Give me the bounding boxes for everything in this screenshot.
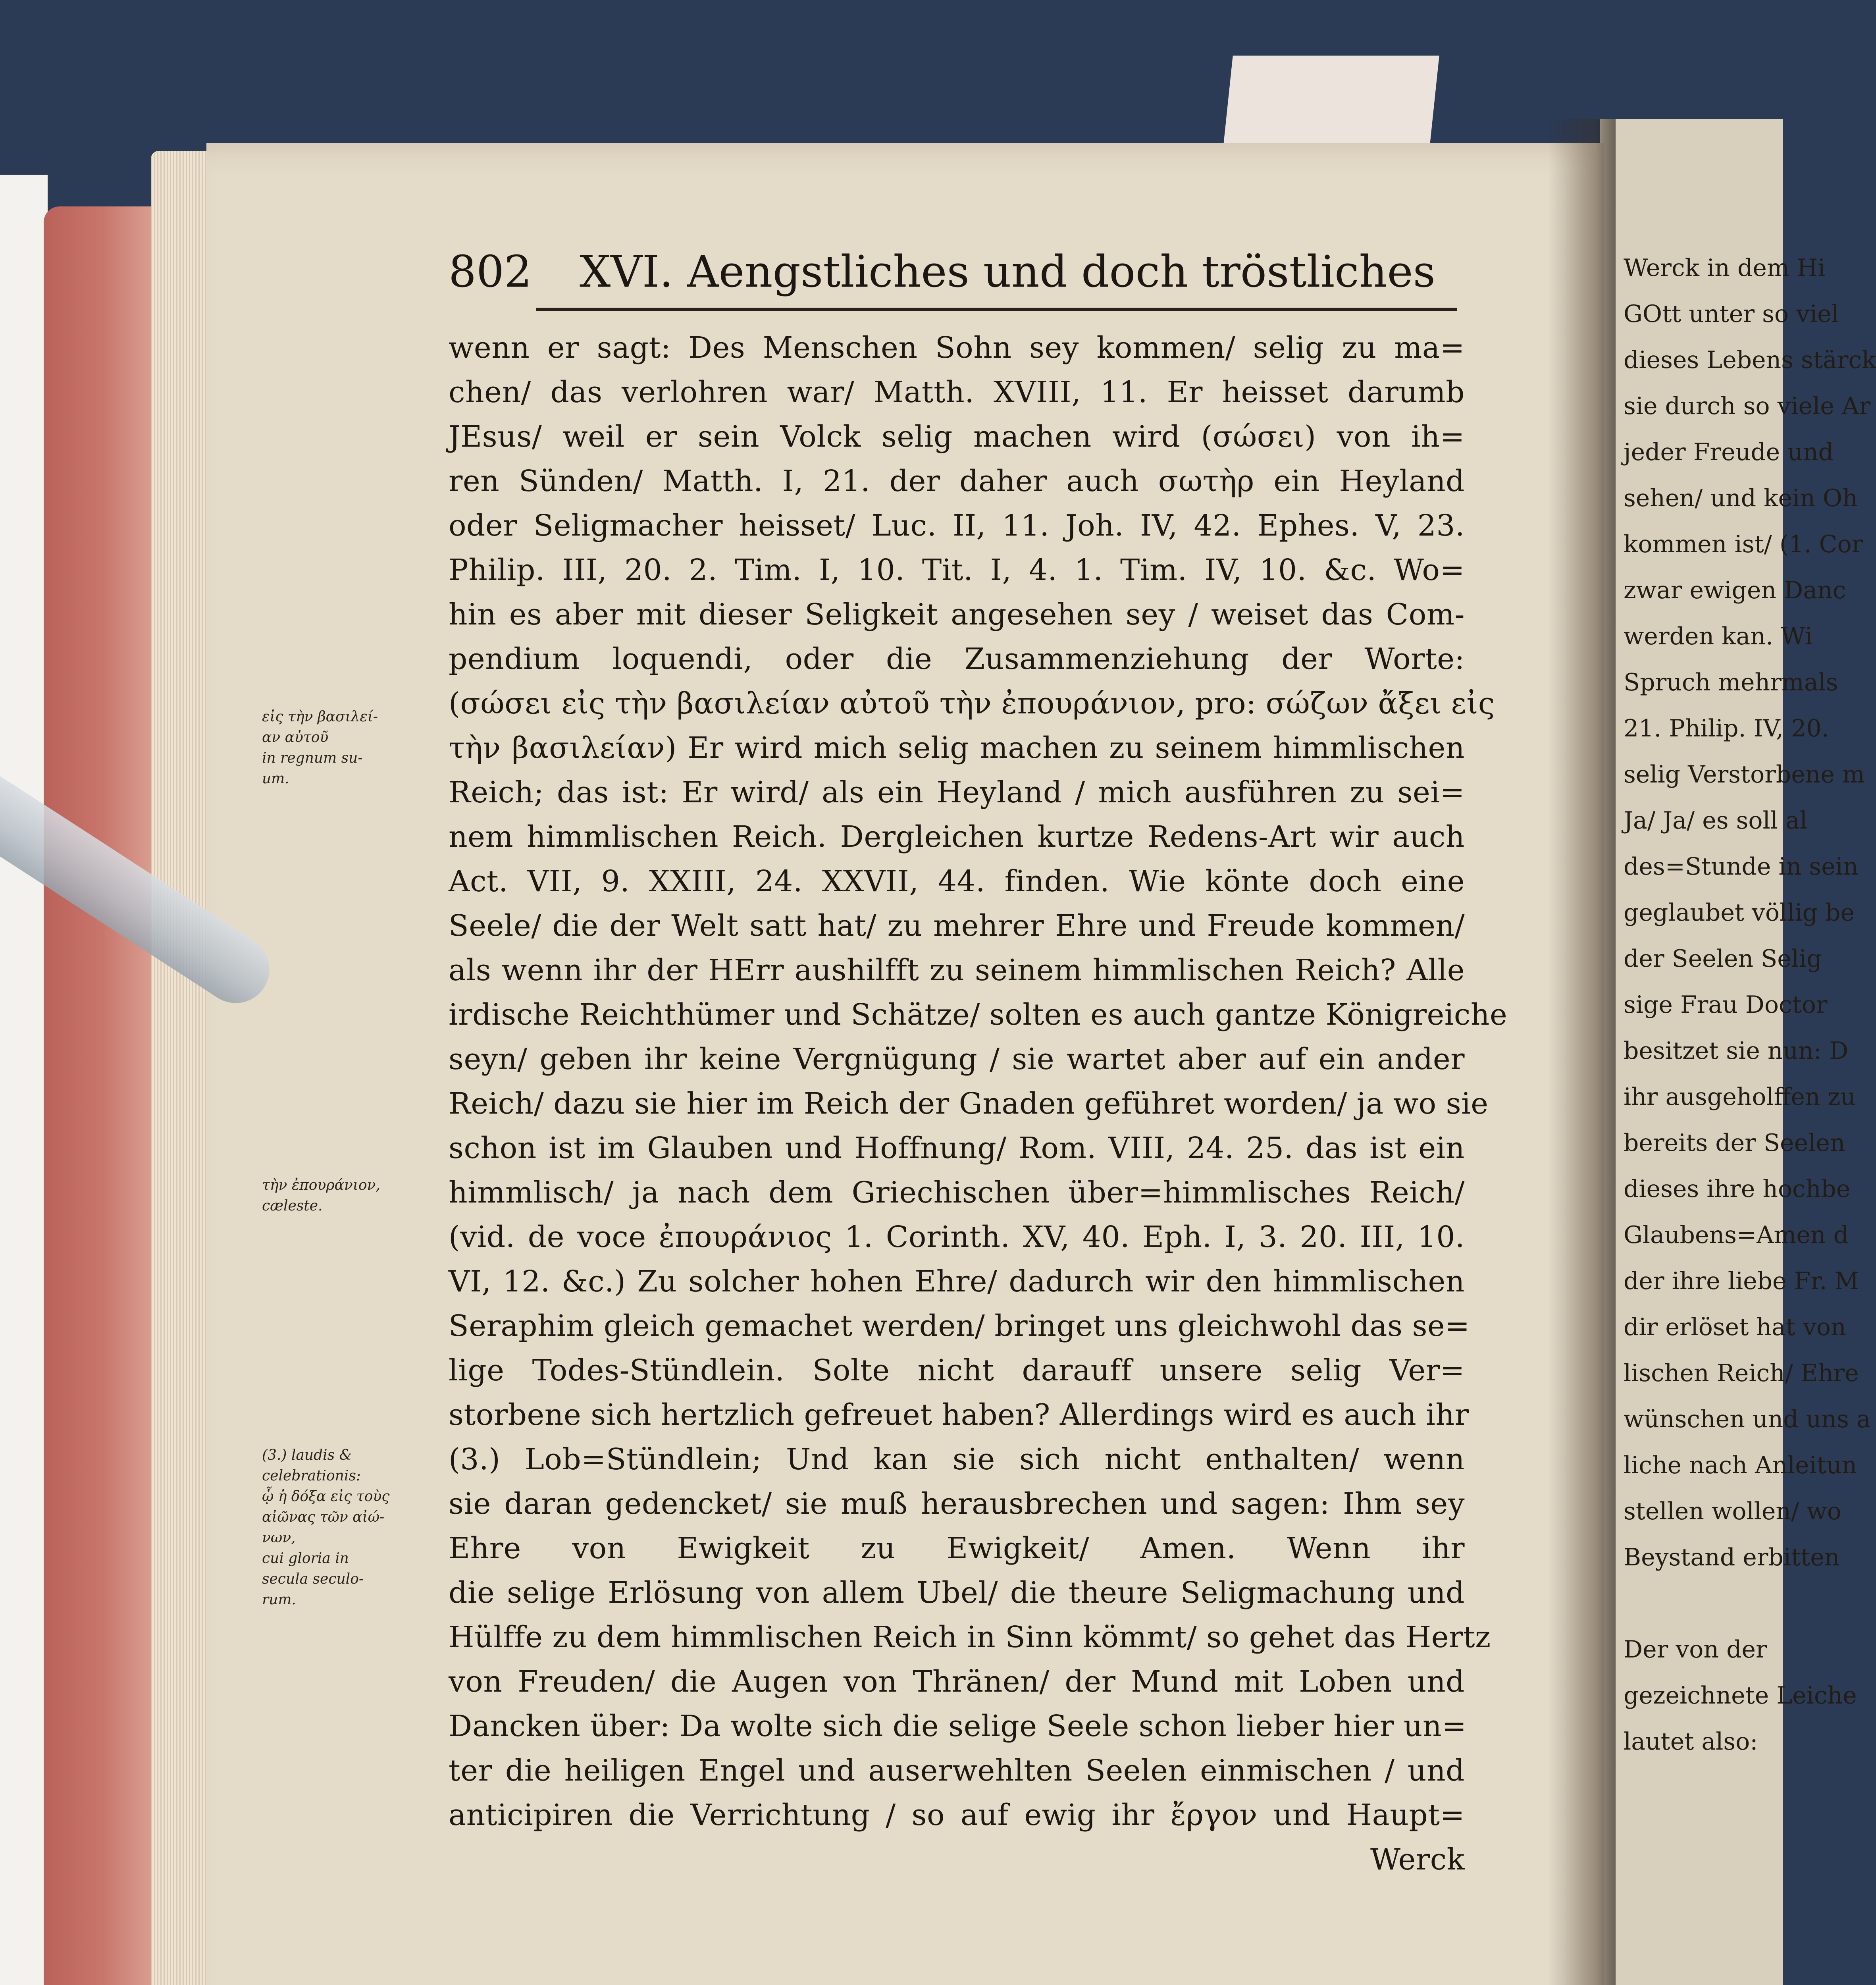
margin-note-line: in regnum su-: [262, 750, 363, 766]
running-title: XVI. Aengstliches und doch tröstliches: [579, 246, 1436, 297]
facing-page-line: werden kan. Wi: [1624, 622, 1812, 650]
body-line: Reich/ dazu sie hier im Reich der Gnaden geführet worden/ ja wo sie: [449, 1087, 1489, 1121]
facing-page-line: dieses Lebens stärck: [1624, 346, 1876, 374]
body-line: τὴν βασιλείαν) Er wird mich selig machen zu seinem himmlischen: [449, 731, 1465, 765]
running-head: [449, 246, 1449, 302]
facing-page-line: sehen/ und kein Oh: [1624, 484, 1858, 512]
body-line: (3.) Lob=Stündlein; Und kan sie sich nicht enthalten/ wenn: [449, 1442, 1465, 1476]
body-line: sie daran gedencket/ sie muß herausbrechen und sagen: Ihm sey: [449, 1487, 1465, 1521]
body-line: Act. VII, 9. XXIII, 24. XXVII, 44. finden. Wie könte doch eine: [449, 864, 1465, 898]
margin-note-caeleste: [262, 1175, 449, 1216]
body-line: als wenn ihr der HErr aushilfft zu seinem himmlischen Reich? Alle: [449, 953, 1465, 987]
page-number: 802: [449, 246, 532, 297]
margin-note-line: αἰῶνας τῶν αἰώ-: [262, 1509, 385, 1525]
margin-note-line: cæleste.: [262, 1198, 323, 1214]
margin-note-line: (3.) laudis &: [262, 1447, 352, 1463]
margin-note-line: celebrationis:: [262, 1468, 361, 1484]
facing-page-line: liche nach Anleitun: [1624, 1451, 1857, 1479]
facing-page-line: jeder Freude und: [1624, 438, 1834, 466]
margin-note-line: secula seculo-: [262, 1571, 364, 1587]
margin-note-line: εἰς τὴν βασιλεί-: [262, 709, 378, 725]
body-line: von Freuden/ die Augen von Thränen/ der Mund mit Loben und: [449, 1665, 1465, 1699]
facing-page-line: stellen wollen/ wo: [1624, 1497, 1841, 1525]
body-line: chen/ das verlohren war/ Matth. XVIII, 11. Er heisset darumb: [449, 375, 1465, 409]
facing-page-line: kommen ist/ (1. Cor: [1624, 530, 1863, 558]
body-line: ter die heiligen Engel und auserwehlten Seelen einmischen / und: [449, 1754, 1465, 1788]
margin-note-line: cui gloria in: [262, 1550, 349, 1567]
body-line: hin es aber mit dieser Seligkeit angesehen sey / weiset das Com-: [449, 597, 1465, 632]
gutter-shadow: [1548, 119, 1616, 1985]
facing-page-line: der Seelen Selig: [1624, 945, 1822, 973]
body-line: Reich; das ist: Er wird/ als ein Heyland / mich ausführen zu sei=: [449, 775, 1465, 809]
margin-note-line: um.: [262, 771, 289, 787]
facing-page-line: Der von der: [1624, 1636, 1767, 1663]
body-line: schon ist im Glauben und Hoffnung/ Rom. VIII, 24. 25. das ist ein: [449, 1131, 1465, 1165]
margin-note-laudis: [262, 1445, 449, 1610]
facing-page-line: dieses ihre hochbe: [1624, 1175, 1851, 1203]
margin-note-line: ᾧ ἡ δόξα εἰς τοὺς: [262, 1488, 390, 1505]
facing-page-line: sie durch so viele Ar: [1624, 392, 1870, 420]
margin-note-line: rum.: [262, 1592, 296, 1608]
body-line: (σώσει εἰς τὴν βασιλείαν αὐτοῦ τὴν ἐπουράνιον, pro: σώζων ἄξει εἰς: [449, 686, 1495, 721]
body-line: irdische Reichthümer und Schätze/ solten es auch gantze Königreiche: [449, 998, 1508, 1032]
facing-page-line: Beystand erbitten: [1624, 1544, 1840, 1571]
body-line: Seele/ die der Welt satt hat/ zu mehrer Ehre und Freude kommen/: [449, 909, 1465, 943]
body-line: wenn er sagt: Des Menschen Sohn sey kommen/ selig zu ma=: [449, 331, 1465, 365]
body-line: anticipiren die Verrichtung / so auf ewig ihr ἔργον und Haupt=: [449, 1798, 1465, 1832]
margin-note-line: αν αὐτοῦ: [262, 729, 329, 746]
background-tab: [0, 175, 48, 1985]
page-stack: [151, 151, 214, 1985]
body-line: nem himmlischen Reich. Dergleichen kurtze Redens-Art wir auch: [449, 820, 1465, 854]
body-text: [449, 326, 1508, 1882]
facing-page-line: geglaubet völlig be: [1624, 899, 1855, 927]
body-line: ren Sünden/ Matth. I, 21. der daher auch σωτὴρ ein Heyland: [449, 464, 1465, 498]
body-line: himmlisch/ ja nach dem Griechischen über=himmlisches Reich/: [449, 1176, 1465, 1210]
facing-page-line: dir erlöset hat von: [1624, 1313, 1846, 1341]
body-line: Dancken über: Da wolte sich die selige Seele schon lieber hier un=: [449, 1709, 1467, 1743]
facing-page-line: zwar ewigen Danc: [1624, 576, 1846, 604]
body-line: JEsus/ weil er sein Volck selig machen wird (σώσει) von ih=: [449, 420, 1465, 454]
body-line: Philip. III, 20. 2. Tim. I, 10. Tit. I, 4. 1. Tim. IV, 10. &c. Wo=: [449, 553, 1465, 587]
facing-page-line: des=Stunde in sein: [1624, 853, 1859, 881]
body-line: Werck: [1370, 1842, 1465, 1877]
margin-note-greek-regnum: [262, 707, 449, 789]
facing-page-line: Spruch mehrmals: [1624, 669, 1838, 696]
body-line: die selige Erlösung von allem Ubel/ die theure Seligmachung und: [449, 1576, 1465, 1610]
facing-page-line: Glaubens=Amen d: [1624, 1221, 1849, 1249]
facing-page-line: gezeichnete Leiche: [1624, 1682, 1857, 1709]
body-line: oder Seligmacher heisset/ Luc. II, 11. Joh. IV, 42. Ephes. V, 23.: [449, 509, 1465, 543]
body-line: (vid. de voce ἐπουράνιος 1. Corinth. XV, 40. Eph. I, 3. 20. III, 10.: [449, 1220, 1465, 1254]
facing-page-line: Ja/ Ja/ es soll al: [1624, 807, 1807, 834]
body-line: lige Todes-Stündlein. Solte nicht darauff unsere selig Ver=: [449, 1353, 1465, 1388]
facing-page-line: bereits der Seelen: [1624, 1129, 1845, 1157]
header-rule: [536, 308, 1457, 311]
body-line: storbene sich hertzlich gefreuet haben? Allerdings wird es auch ihr: [449, 1398, 1469, 1432]
facing-page-line: besitzet sie nun: D: [1624, 1037, 1849, 1065]
body-line: seyn/ geben ihr keine Vergnügung / sie wartet aber auf ein ander: [449, 1042, 1465, 1076]
facing-page-line: ihr ausgeholffen zu: [1624, 1083, 1856, 1111]
body-line: Seraphim gleich gemachet werden/ bringet uns gleichwohl das se=: [449, 1309, 1470, 1343]
facing-page-line: lautet also:: [1624, 1728, 1758, 1756]
margin-note-line: νων,: [262, 1530, 296, 1546]
facing-page-line: der ihre liebe Fr. M: [1624, 1267, 1859, 1295]
body-line: Hülffe zu dem himmlischen Reich in Sinn kömmt/ so gehet das Hertz: [449, 1620, 1491, 1654]
facing-page-line: GOtt unter so viel: [1624, 300, 1839, 328]
facing-page-line: selig Verstorbene m: [1624, 761, 1865, 788]
margin-note-line: τὴν ἐπουράνιον,: [262, 1177, 380, 1193]
body-line: Ehre von Ewigkeit zu Ewigkeit/ Amen. Wenn ihr: [449, 1531, 1465, 1565]
facing-page-line: sige Frau Doctor: [1624, 991, 1828, 1019]
facing-page-line: 21. Philip. IV, 20.: [1624, 715, 1829, 742]
body-line: pendium loquendi, oder die Zusammenziehung der Worte:: [449, 642, 1465, 676]
facing-page-line: wünschen und uns a: [1624, 1405, 1871, 1433]
facing-page-line: Werck in dem Hi: [1624, 254, 1826, 282]
body-line: VI, 12. &c.) Zu solcher hohen Ehre/ dadurch wir den himmlischen: [449, 1264, 1465, 1299]
facing-page-line: lischen Reich/ Ehre: [1624, 1359, 1859, 1387]
